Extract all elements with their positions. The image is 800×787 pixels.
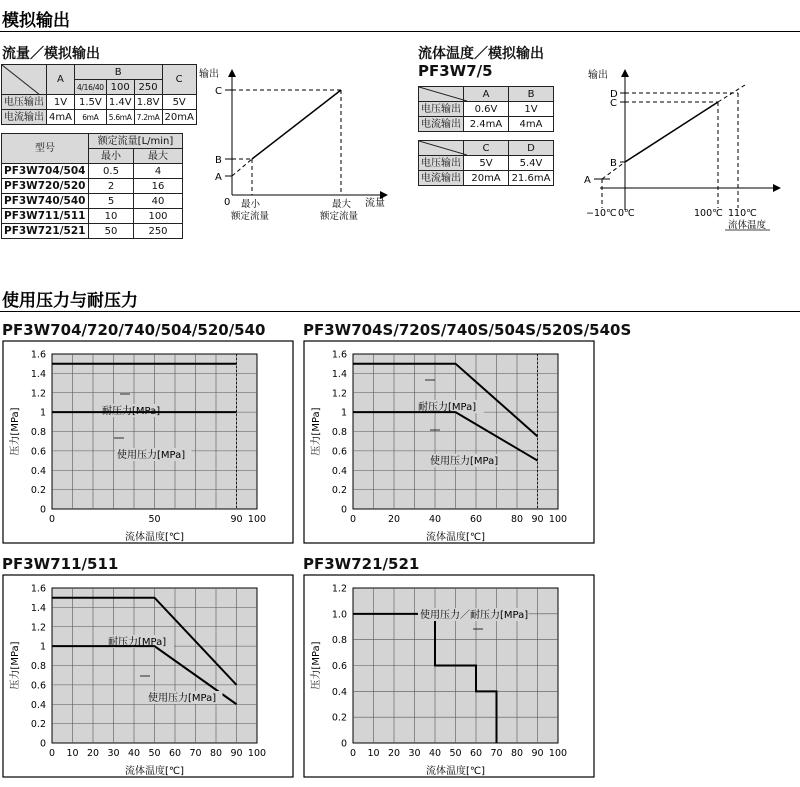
cell: 1.5V — [74, 95, 106, 110]
y-tick-label: 1 — [340, 407, 347, 419]
level-label-d: D — [610, 89, 618, 100]
x-tick-label: 70 — [490, 748, 503, 759]
cell: 5V — [162, 95, 196, 110]
y-axis-label: 压力[MPa] — [10, 407, 21, 456]
x-tick-label: 60 — [168, 748, 182, 759]
x-tick: 110℃ — [728, 208, 757, 219]
level-label-b: B — [215, 155, 222, 166]
y-tick-label: 0.4 — [331, 686, 347, 698]
cell: 10 — [89, 209, 134, 224]
x-tick-label: 60 — [469, 748, 483, 759]
series-label: 耐压力[MPa] — [418, 402, 477, 413]
cell: 5V — [464, 156, 509, 171]
x-max-label: 最大 — [332, 199, 352, 210]
y-tick-label: 0 — [39, 738, 46, 750]
cell: 0.6V — [464, 102, 509, 117]
cell: 5.6mA — [106, 110, 134, 125]
x-tick-label: 100 — [247, 514, 267, 525]
x-max-label: 额定流量 — [320, 211, 359, 222]
x-tick-label: 100 — [247, 748, 267, 759]
col-c-header: C — [162, 65, 196, 95]
cell: 1V — [509, 102, 554, 117]
model-cell: PF3W720/520 — [2, 179, 89, 194]
table-row — [419, 102, 554, 117]
x-tick-label: 90 — [230, 514, 243, 525]
y-tick-label: 1.4 — [331, 368, 347, 380]
table-row — [2, 110, 197, 125]
model-cell: PF3W740/540 — [2, 194, 89, 209]
cell: 1.4V — [106, 95, 134, 110]
y-axis-label: 压力[MPa] — [10, 641, 21, 690]
x-tick-label: 30 — [107, 748, 120, 759]
x-tick-label: 20 — [387, 514, 401, 525]
x-tick-label: 50 — [148, 748, 161, 759]
y-axis-label: 输出 — [588, 70, 608, 81]
x-tick-label: 50 — [449, 748, 462, 759]
pressure-chart-704 — [2, 340, 294, 545]
x-tick-label: 40 — [428, 748, 442, 759]
b-sub-header: 4/16/40 — [74, 80, 106, 95]
temp-model: PF3W7/5 — [418, 62, 493, 80]
y-tick-label: 1 — [39, 407, 46, 419]
cell: 100 — [134, 209, 183, 224]
col-b-header: B — [74, 65, 162, 80]
series-label: 使用压力[MPa] — [117, 450, 186, 461]
x-tick-label: 80 — [510, 748, 524, 759]
y-tick-label: 0.8 — [331, 635, 347, 647]
x-tick-label: 40 — [127, 748, 141, 759]
table-row — [419, 117, 554, 132]
cell: 40 — [134, 194, 183, 209]
cell: 16 — [134, 179, 183, 194]
y-tick-label: 1.6 — [331, 349, 347, 361]
cell: 6mA — [74, 110, 106, 125]
level-label-c: C — [215, 86, 222, 97]
cell: 20mA — [162, 110, 196, 125]
y-tick-label: 1.2 — [331, 388, 347, 400]
cell: 50 — [89, 224, 134, 239]
y-axis-label: 压力[MPa] — [311, 641, 322, 690]
cell: 5 — [89, 194, 134, 209]
y-axis-label: 压力[MPa] — [311, 407, 322, 456]
col-b-header: B — [509, 87, 554, 102]
origin-label: 0 — [224, 197, 231, 208]
x-tick-label: 80 — [209, 748, 223, 759]
cell: 250 — [134, 224, 183, 239]
output-line — [625, 102, 718, 162]
series-label: 耐压力[MPa] — [108, 637, 167, 648]
section-title-analog-output: 模拟输出 — [2, 11, 70, 31]
y-tick-label: 0.8 — [331, 427, 347, 438]
row-label: 电流输出 — [2, 110, 47, 125]
x-tick-label: 50 — [148, 514, 161, 525]
x-tick-label: 100 — [548, 748, 568, 759]
max-header: 最大 — [134, 149, 183, 164]
col-d-header: D — [509, 141, 554, 156]
rated-flow-table — [1, 133, 183, 239]
table-row — [2, 179, 183, 194]
col-a-header: A — [47, 65, 75, 95]
y-tick-label: 0.2 — [331, 485, 347, 497]
x-tick-label: 90 — [531, 748, 544, 759]
y-tick-label: 0.8 — [30, 661, 46, 672]
cell: 4mA — [509, 117, 554, 132]
x-tick-label: 20 — [86, 748, 100, 759]
x-axis-label: 流体温度[℃] — [124, 532, 185, 543]
y-tick-label: 0.4 — [30, 465, 46, 477]
x-tick-label: 0 — [48, 748, 56, 759]
cell: 21.6mA — [509, 171, 554, 186]
col-c-header: C — [464, 141, 509, 156]
table-row — [2, 224, 183, 239]
x-tick-label: 30 — [408, 748, 421, 759]
y-tick-label: 1.4 — [30, 602, 46, 614]
x-axis-label: 流体温度[℃] — [425, 766, 486, 777]
y-tick-label: 1.2 — [30, 622, 46, 634]
temp-output-table-cd — [418, 140, 554, 186]
temp-output-graph — [580, 60, 795, 235]
flow-output-table — [1, 64, 197, 125]
cell: 7.2mA — [134, 110, 162, 125]
temp-output-table-ab — [418, 86, 554, 132]
y-tick-label: 0.6 — [30, 446, 46, 458]
x-min-label: 最小 — [241, 199, 261, 210]
chart-title: PF3W704S/720S/740S/504S/520S/540S — [303, 321, 632, 339]
table-row — [2, 164, 183, 179]
y-tick-label: 0 — [39, 504, 46, 516]
series-label: 使用压力[MPa] — [148, 693, 217, 704]
table-row — [2, 95, 197, 110]
x-axis-label: 流体温度[℃] — [124, 766, 185, 777]
table-row — [2, 194, 183, 209]
cell: 20mA — [464, 171, 509, 186]
level-label-b: B — [610, 158, 617, 169]
pressure-chart-704s — [303, 340, 595, 545]
x-min-label: 额定流量 — [231, 211, 270, 222]
cell: 2 — [89, 179, 134, 194]
section-title-pressure: 使用压力与耐压力 — [2, 291, 138, 311]
pressure-chart-711 — [2, 574, 294, 779]
series-label: 使用压力／耐压力[MPa] — [420, 610, 529, 621]
row-label: 电压输出 — [2, 95, 47, 110]
cell: 0.5 — [89, 164, 134, 179]
model-header: 型号 — [2, 134, 89, 164]
x-tick: −10℃ — [586, 208, 617, 219]
y-tick-label: 0.4 — [30, 699, 46, 711]
cell: 2.4mA — [464, 117, 509, 132]
x-tick-label: 0 — [349, 748, 357, 759]
y-tick-label: 0.8 — [30, 427, 46, 438]
table-row — [419, 156, 554, 171]
y-axis-label: 输出 — [199, 69, 219, 80]
diagonal-cell — [419, 141, 464, 156]
y-tick-label: 0.6 — [331, 661, 347, 672]
pressure-chart-721 — [303, 574, 595, 779]
level-label-c: C — [610, 98, 617, 109]
y-tick-label: 0.6 — [331, 446, 347, 458]
x-axis-label: 流量 — [365, 198, 385, 209]
cell: 1V — [47, 95, 75, 110]
x-tick: 100℃ — [694, 208, 723, 219]
cell: 5.4V — [509, 156, 554, 171]
y-tick-label: 1.2 — [30, 388, 46, 400]
diagonal-cell — [419, 87, 464, 102]
y-tick-label: 0 — [340, 504, 347, 516]
output-line — [252, 90, 341, 159]
level-label-a: A — [584, 175, 591, 186]
y-tick-label: 0.2 — [30, 719, 46, 731]
flow-title: 流量／模拟输出 — [2, 46, 100, 62]
section-rule — [0, 31, 800, 32]
x-tick-label: 90 — [230, 748, 243, 759]
row-label: 电流输出 — [419, 117, 464, 132]
y-tick-label: 1.2 — [331, 583, 347, 595]
cell: 4mA — [47, 110, 75, 125]
col-a-header: A — [464, 87, 509, 102]
model-cell: PF3W704/504 — [2, 164, 89, 179]
rated-flow-header: 额定流量[L/min] — [89, 134, 183, 149]
series-label: 使用压力[MPa] — [430, 456, 499, 467]
flow-output-graph — [195, 60, 395, 230]
x-tick-label: 10 — [367, 748, 380, 759]
row-label: 电压输出 — [419, 102, 464, 117]
section-rule — [0, 311, 800, 312]
y-tick-label: 0.2 — [331, 712, 347, 724]
chart-title: PF3W704/720/740/504/520/540 — [2, 321, 266, 339]
y-tick-label: 1 — [39, 641, 46, 653]
x-tick-label: 10 — [66, 748, 79, 759]
x-tick-label: 60 — [469, 514, 483, 525]
x-axis-label: 流体温度[℃] — [425, 532, 486, 543]
b-sub-header: 100 — [106, 80, 134, 95]
x-tick-label: 20 — [387, 748, 401, 759]
row-label: 电压输出 — [419, 156, 464, 171]
y-tick-label: 0.6 — [30, 680, 46, 692]
diagonal-cell — [2, 65, 47, 95]
y-tick-label: 1.6 — [30, 349, 46, 361]
x-axis-label: 流体温度 — [728, 220, 767, 231]
x-tick-label: 100 — [548, 514, 568, 525]
x-tick-label: 40 — [428, 514, 442, 525]
y-tick-label: 0.2 — [30, 485, 46, 497]
y-tick-label: 1.0 — [331, 609, 347, 621]
y-tick-label: 0.4 — [331, 465, 347, 477]
table-row — [2, 209, 183, 224]
x-tick: 0℃ — [618, 208, 635, 219]
b-sub-header: 250 — [134, 80, 162, 95]
cell: 4 — [134, 164, 183, 179]
level-label-a: A — [215, 172, 222, 183]
row-label: 电流输出 — [419, 171, 464, 186]
x-tick-label: 70 — [189, 748, 202, 759]
temp-title: 流体温度／模拟输出 — [418, 46, 544, 62]
y-tick-label: 1.4 — [30, 368, 46, 380]
model-cell: PF3W721/521 — [2, 224, 89, 239]
x-tick-label: 90 — [531, 514, 544, 525]
y-tick-label: 1.6 — [30, 583, 46, 595]
x-tick-label: 0 — [349, 514, 357, 525]
chart-title: PF3W721/521 — [303, 555, 420, 573]
x-tick-label: 80 — [510, 514, 524, 525]
table-row — [419, 171, 554, 186]
y-tick-label: 0 — [340, 738, 347, 750]
series-label: 耐压力[MPa] — [102, 406, 161, 417]
chart-title: PF3W711/511 — [2, 555, 119, 573]
model-cell: PF3W711/511 — [2, 209, 89, 224]
x-tick-label: 0 — [48, 514, 56, 525]
min-header: 最小 — [89, 149, 134, 164]
cell: 1.8V — [134, 95, 162, 110]
